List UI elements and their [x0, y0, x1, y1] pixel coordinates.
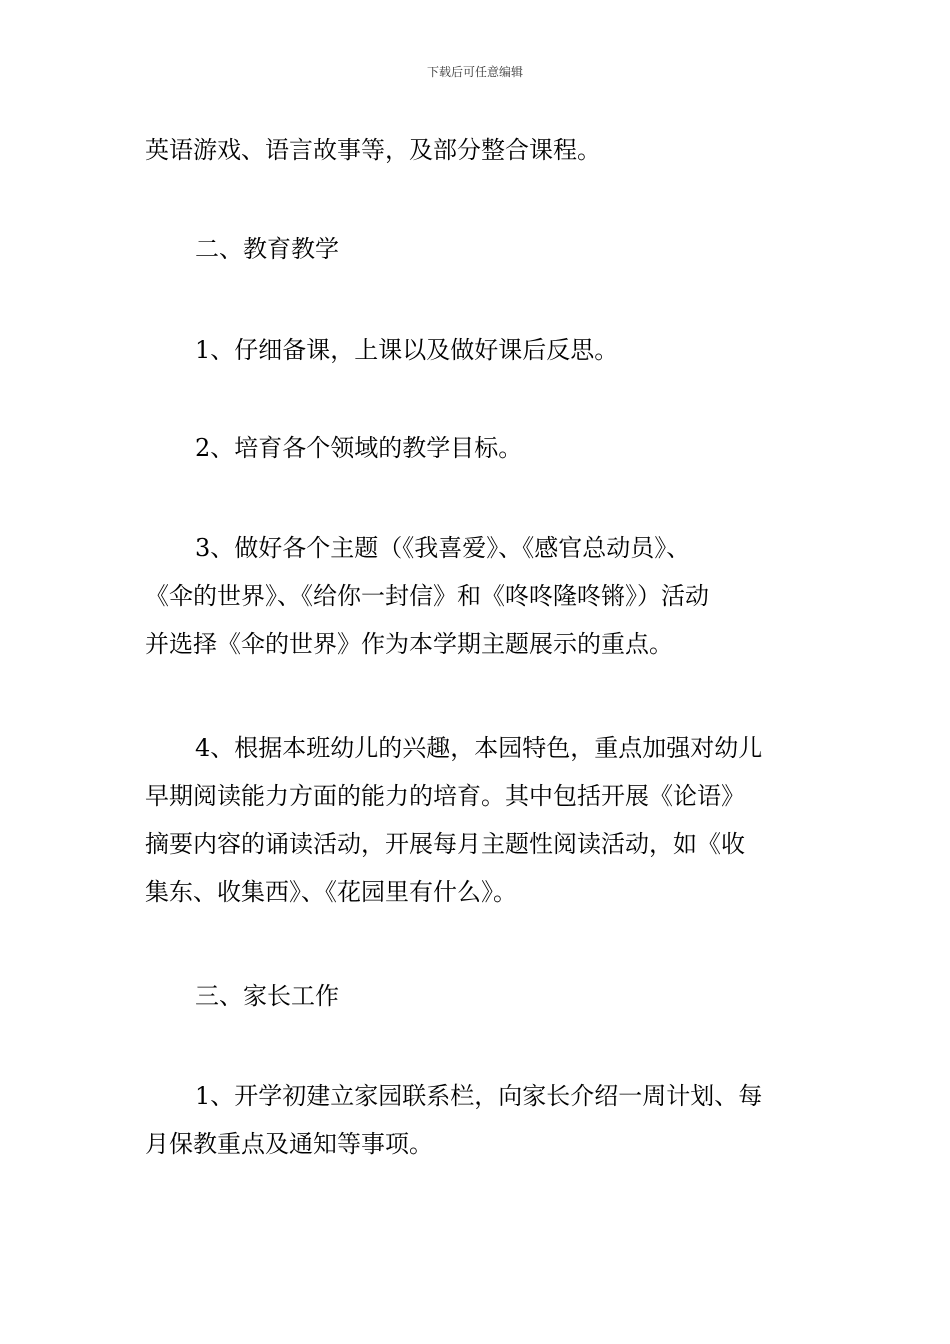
text-line: 1、开学初建立家园联系栏，向家长介绍一周计划、每: [195, 1082, 763, 1110]
text-line: 集东、收集西》、《花园里有什么》。: [145, 878, 517, 906]
text-line: 4、根据本班幼儿的兴趣，本园特色，重点加强对幼儿: [195, 734, 763, 762]
paragraph-item-3: [145, 524, 805, 668]
text-line: 并选择《伞的世界》作为本学期主题展示的重点。: [145, 630, 673, 658]
paragraph-continuation: [145, 126, 805, 174]
paragraph-item-4: [145, 724, 805, 916]
paragraph-parent-item-1: [145, 1072, 805, 1168]
text-line: 2、培育各个领域的教学目标。: [195, 434, 523, 462]
text-line: 月保教重点及通知等事项。: [145, 1130, 433, 1158]
text-line: 英语游戏、语言故事等，及部分整合课程。: [145, 136, 601, 164]
text-line: 早期阅读能力方面的能力的培育。其中包括开展《论语》: [145, 782, 745, 810]
text-line: 二、教育教学: [195, 235, 339, 263]
paragraph-item-2: [145, 424, 805, 472]
text-line: 三、家长工作: [195, 982, 339, 1010]
text-line: 3、做好各个主题（《我喜爱》、《感官总动员》、: [195, 534, 691, 562]
page-header: 下载后可任意编辑: [426, 65, 523, 79]
paragraph-item-1: [145, 326, 805, 374]
text-line: 1、仔细备课，上课以及做好课后反思。: [195, 336, 619, 364]
section-heading-education: [145, 225, 805, 273]
section-heading-parents: [145, 972, 805, 1020]
text-line: 《伞的世界》、《给你一封信》和《咚咚隆咚锵》）活动: [145, 582, 709, 610]
text-line: 摘要内容的诵读活动，开展每月主题性阅读活动，如《收: [145, 830, 745, 858]
